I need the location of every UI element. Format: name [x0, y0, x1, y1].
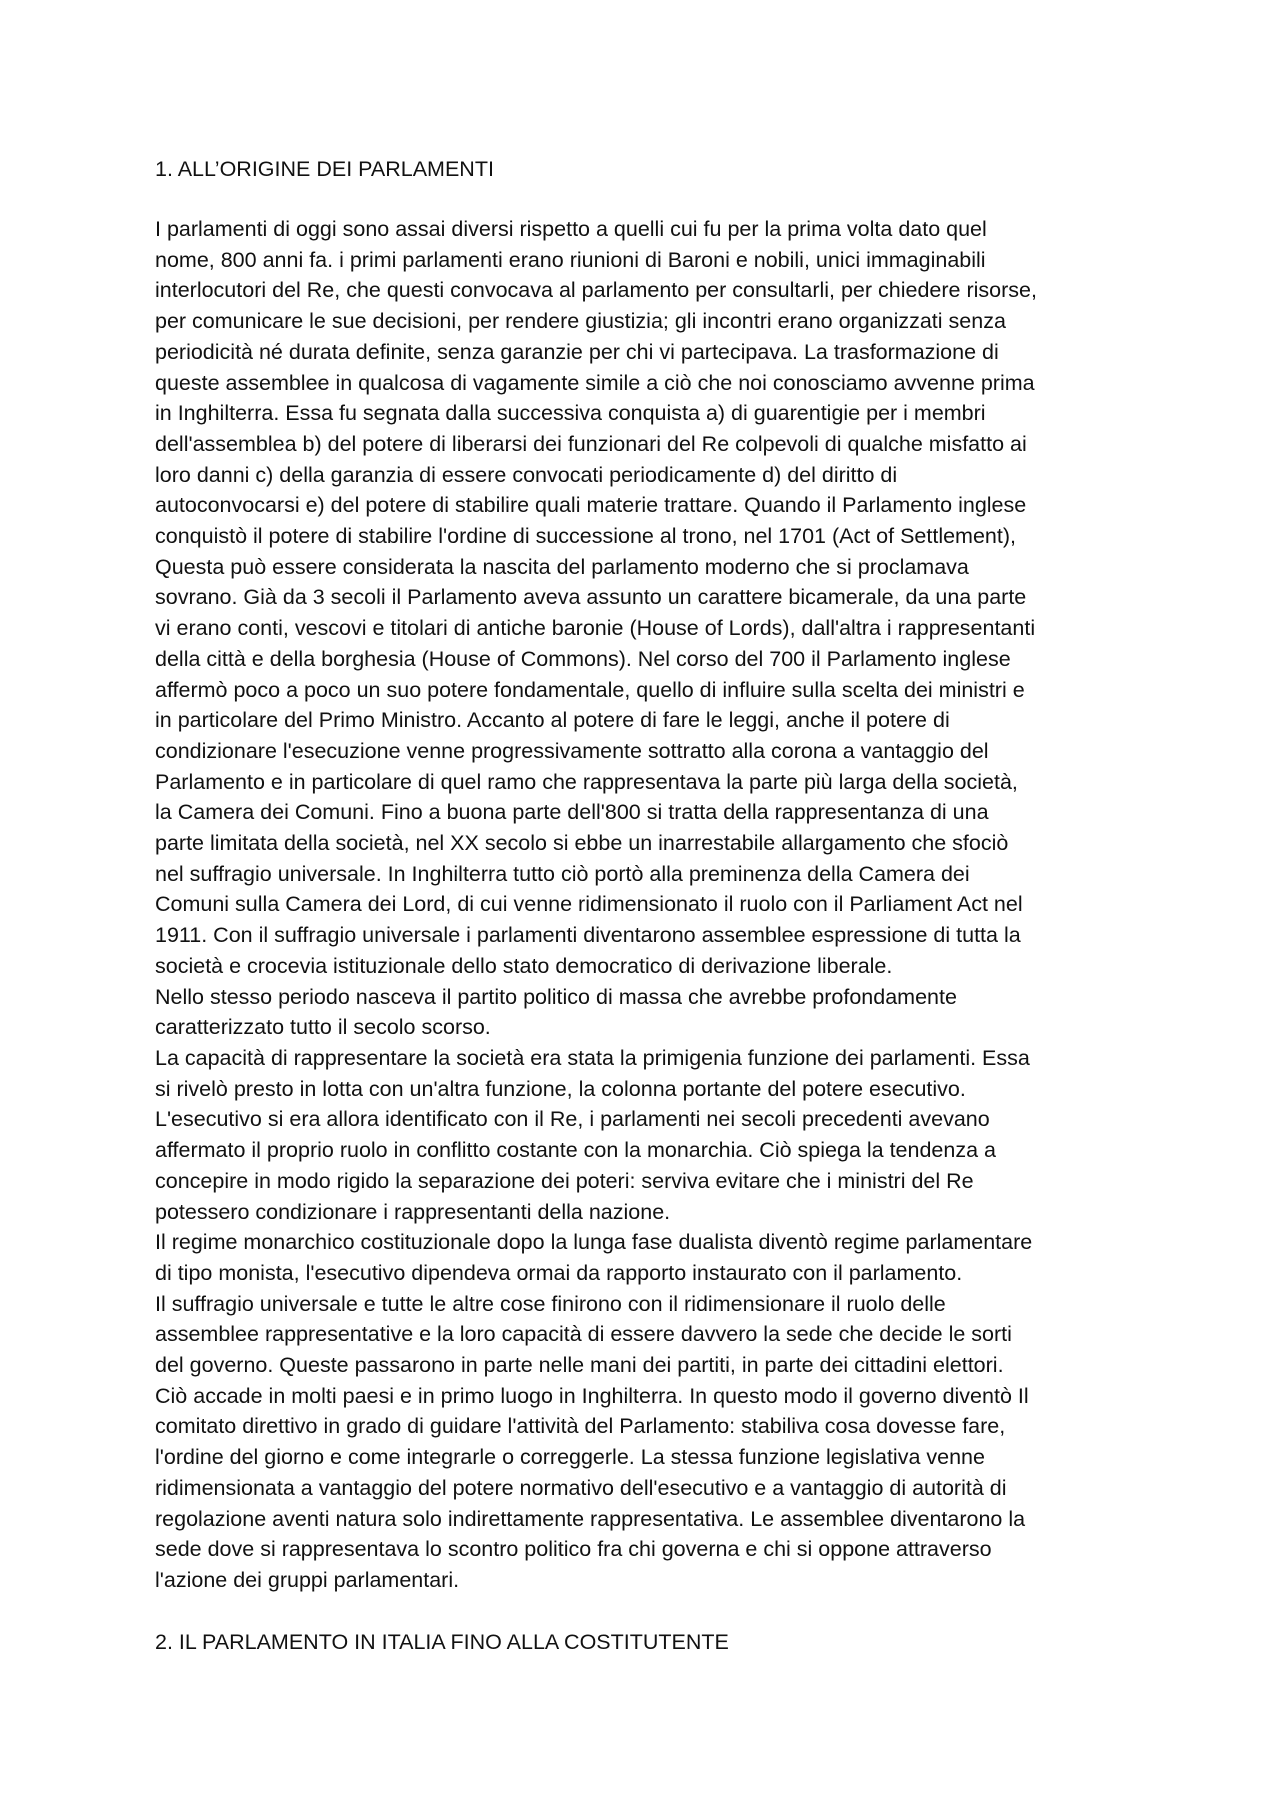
paragraph [155, 1289, 1135, 1596]
section-1-body [155, 214, 1135, 1596]
paragraph-line: parte limitata della società, nel XX secolo si ebbe un inarrestabile allargamento che sfociò [155, 831, 1009, 856]
paragraph-line: loro danni c) della garanzia di essere convocati periodicamente d) del diritto di [155, 462, 898, 487]
paragraph-line: 1911. Con il suffragio universale i parlamenti diventarono assemblee espressione di tutta la [155, 923, 1021, 948]
paragraph-line: periodicità né durata definite, senza garanzie per chi vi partecipava. La trasformazione di [155, 339, 999, 364]
paragraph-line: Parlamento e in particolare di quel ramo che rappresentava la parte più larga della società, [155, 769, 1018, 794]
paragraph-line: concepire in modo rigido la separazione dei poteri: serviva evitare che i ministri del Re [155, 1168, 974, 1193]
paragraph-line: Ciò accade in molti paesi e in primo luogo in Inghilterra. In questo modo il governo diventò Il [155, 1383, 1029, 1408]
paragraph-line: sede dove si rappresentava lo scontro politico fra chi governa e chi si oppone attraverso [155, 1537, 992, 1562]
section-heading-1: 1. ALL’ORIGINE DEI PARLAMENTI [155, 157, 494, 181]
paragraph-line: L'esecutivo si era allora identificato con il Re, i parlamenti nei secoli precedenti avevano [155, 1107, 990, 1132]
paragraph-line: potessero condizionare i rappresentanti della nazione. [155, 1199, 671, 1224]
paragraph-line: affermò poco a poco un suo potere fondamentale, quello di influire sulla scelta dei ministri e [155, 677, 1025, 702]
paragraph-line: sovrano. Già da 3 secoli il Parlamento aveva assunto un carattere bicamerale, da una parte [155, 585, 1027, 610]
paragraph [155, 1043, 1135, 1227]
paragraph-line: ridimensionata a vantaggio del potere normativo dell'esecutivo e a vantaggio di autorità di [155, 1475, 1007, 1500]
paragraph-line: comitato direttivo in grado di guidare l'attività del Parlamento: stabiliva cosa dovesse fare, [155, 1414, 1006, 1439]
paragraph-line: si rivelò presto in lotta con un'altra funzione, la colonna portante del potere esecutivo. [155, 1076, 966, 1101]
section-heading-2: 2. IL PARLAMENTO IN ITALIA FINO ALLA COSTITUTENTE [155, 1630, 729, 1654]
paragraph-line: Questa può essere considerata la nascita del parlamento moderno che si proclamava [155, 554, 969, 579]
paragraph-line: interlocutori del Re, che questi convocava al parlamento per consultarli, per chiedere risorse, [155, 278, 1037, 303]
paragraph-line: l'azione dei gruppi parlamentari. [155, 1567, 460, 1592]
paragraph-line: affermato il proprio ruolo in conflitto costante con la monarchia. Ciò spiega la tendenza a [155, 1138, 996, 1163]
paragraph-line: Il regime monarchico costituzionale dopo la lunga fase dualista diventò regime parlamentare [155, 1230, 1033, 1255]
paragraph-line: Nello stesso periodo nasceva il partito politico di massa che avrebbe profondamente [155, 984, 957, 1009]
paragraph-line: vi erano conti, vescovi e titolari di antiche baronie (House of Lords), dall'altra i rappresentanti [155, 616, 1036, 641]
paragraph-line: del governo. Queste passarono in parte nelle mani dei partiti, in parte dei cittadini elettori. [155, 1353, 1004, 1378]
paragraph-line: della città e della borghesia (House of Commons). Nel corso del 700 il Parlamento inglese [155, 646, 1011, 671]
paragraph-line: Il suffragio universale e tutte le altre cose finirono con il ridimensionare il ruolo delle [155, 1291, 946, 1316]
paragraph-line: queste assemblee in qualcosa di vagamente simile a ciò che noi conosciamo avvenne prima [155, 370, 1035, 395]
paragraph-line: l'ordine del giorno e come integrarle o correggerle. La stessa funzione legislativa venne [155, 1445, 985, 1470]
paragraph-line: Comuni sulla Camera dei Lord, di cui venne ridimensionato il ruolo con il Parliament Act nel [155, 892, 1023, 917]
paragraph-line: in Inghilterra. Essa fu segnata dalla successiva conquista a) di guarentigie per i membri [155, 401, 986, 426]
paragraph-line: nel suffragio universale. In Inghilterra tutto ciò portò alla preminenza della Camera dei [155, 861, 970, 886]
paragraph-line: regolazione aventi natura solo indirettamente rappresentativa. Le assemblee diventarono la [155, 1506, 1026, 1531]
paragraph-line: caratterizzato tutto il secolo scorso. [155, 1015, 491, 1040]
paragraph-line: I parlamenti di oggi sono assai diversi rispetto a quelli cui fu per la prima volta dato quel [155, 217, 987, 241]
paragraph-line: in particolare del Primo Ministro. Accanto al potere di fare le leggi, anche il potere di [155, 708, 950, 733]
paragraph-line: per comunicare le sue decisioni, per rendere giustizia; gli incontri erano organizzati senza [155, 309, 1006, 334]
paragraph [155, 214, 1135, 982]
paragraph-line: società e crocevia istituzionale dello stato democratico di derivazione liberale. [155, 953, 893, 978]
paragraph-line: autoconvocarsi e) del potere di stabilire quali materie trattare. Quando il Parlamento inglese [155, 493, 1027, 518]
paragraph-line: di tipo monista, l'esecutivo dipendeva ormai da rapporto instaurato con il parlamento. [155, 1260, 963, 1285]
paragraph-line: nome, 800 anni fa. i primi parlamenti erano riunioni di Baroni e nobili, unici immaginabili [155, 247, 986, 272]
paragraph [155, 1227, 1135, 1288]
paragraph-line: condizionare l'esecuzione venne progressivamente sottratto alla corona a vantaggio del [155, 738, 989, 763]
paragraph-line: La capacità di rappresentare la società era stata la primigenia funzione dei parlamenti. Essa [155, 1045, 1030, 1070]
paragraph-line: conquistò il potere di stabilire l'ordine di successione al trono, nel 1701 (Act of Settlement), [155, 524, 1016, 549]
paragraph-line: dell'assemblea b) del potere di liberarsi dei funzionari del Re colpevoli di qualche misfatto ai [155, 431, 1027, 456]
paragraph-line: la Camera dei Comuni. Fino a buona parte dell'800 si tratta della rappresentanza di una [155, 800, 989, 825]
paragraph [155, 982, 1135, 1043]
paragraph-line: assemblee rappresentative e la loro capacità di essere davvero la sede che decide le sorti [155, 1322, 1012, 1347]
